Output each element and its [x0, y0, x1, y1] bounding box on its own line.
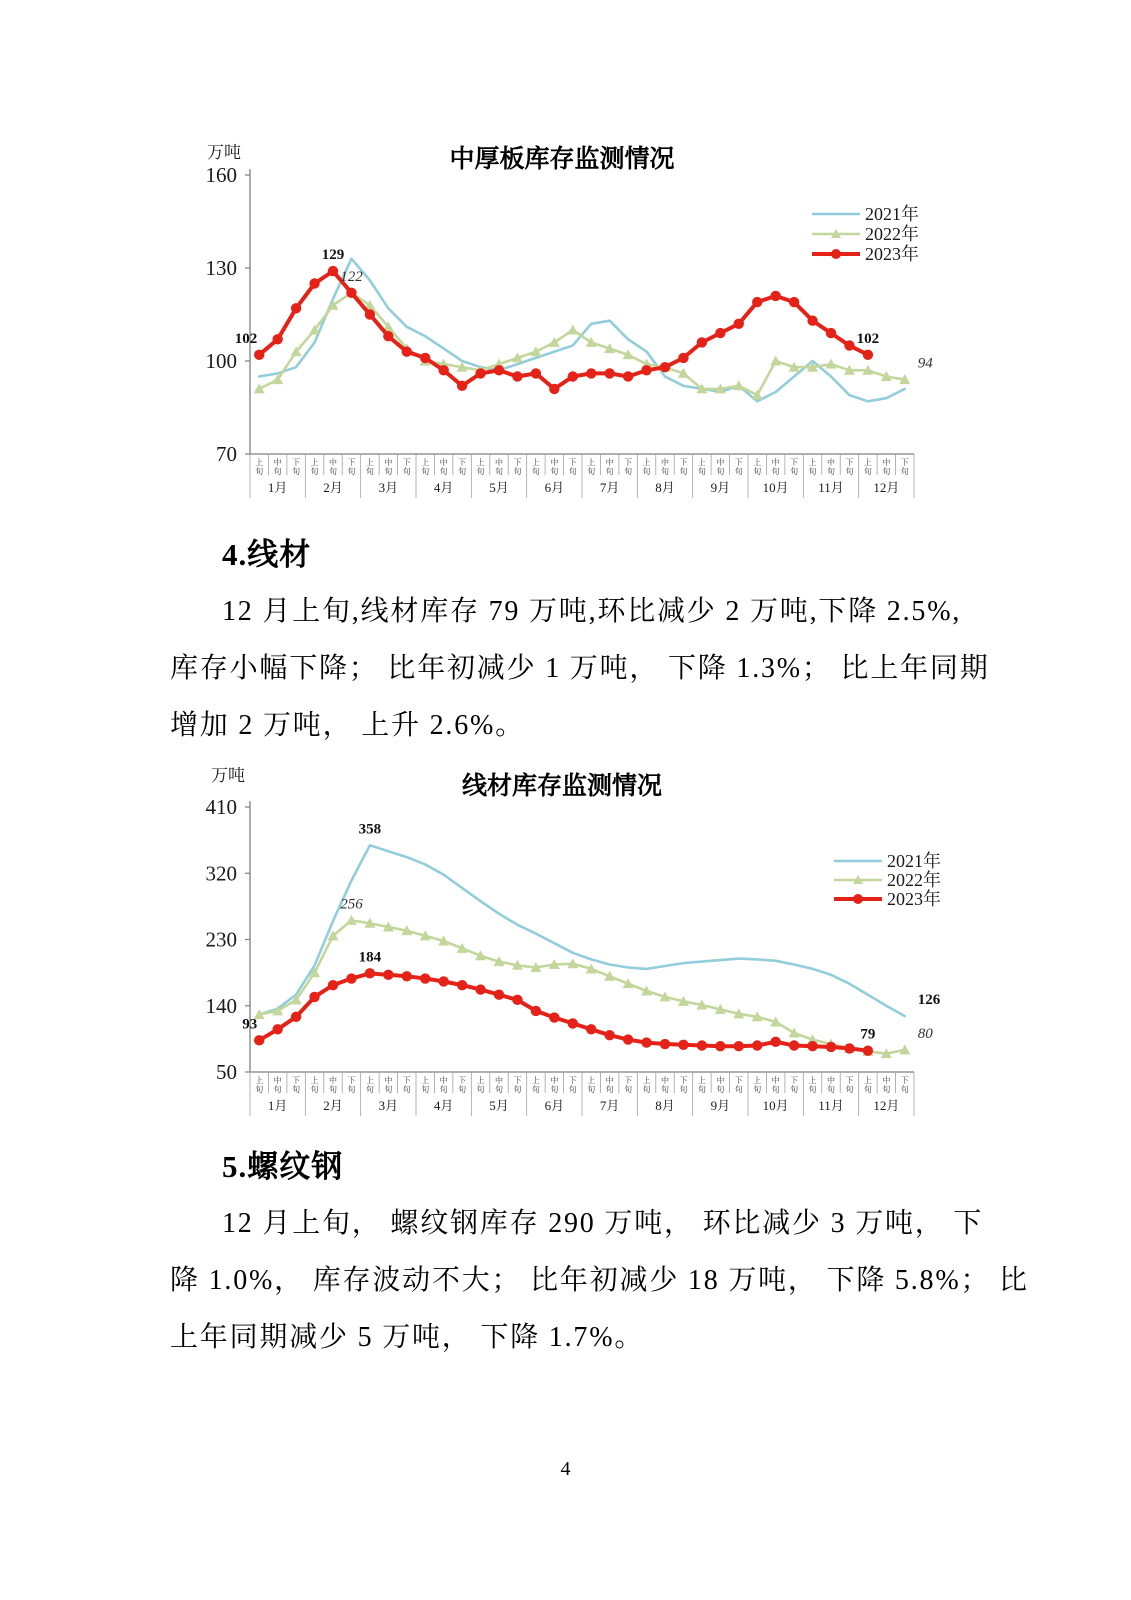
x-axis-grid	[250, 1072, 914, 1116]
svg-text:上旬: 上旬	[753, 1076, 762, 1094]
legend-item-2023年	[834, 888, 941, 909]
point-label: 102	[234, 330, 258, 347]
svg-text:上旬: 上旬	[421, 1076, 430, 1094]
svg-text:2月: 2月	[323, 1098, 343, 1113]
svg-text:中旬: 中旬	[273, 458, 282, 476]
point-label: 122	[340, 268, 363, 285]
svg-text:下旬: 下旬	[402, 1076, 411, 1094]
svg-text:中旬: 中旬	[605, 458, 614, 476]
svg-text:140: 140	[205, 993, 237, 1018]
svg-text:下旬: 下旬	[679, 458, 688, 476]
svg-text:12月: 12月	[873, 480, 900, 495]
svg-text:下旬: 下旬	[624, 458, 633, 476]
series-2023年	[254, 266, 873, 394]
svg-text:7月: 7月	[599, 1098, 620, 1113]
x-axis-grid	[250, 454, 914, 498]
point-label: 129	[321, 247, 345, 264]
svg-text:1月: 1月	[267, 1098, 288, 1113]
svg-text:160: 160	[205, 163, 237, 187]
svg-text:下旬: 下旬	[624, 1076, 633, 1094]
svg-text:上旬: 上旬	[365, 458, 374, 476]
svg-text:7月: 7月	[599, 480, 620, 495]
svg-text:中旬: 中旬	[827, 458, 835, 476]
svg-text:下旬: 下旬	[458, 458, 467, 476]
svg-text:中旬: 中旬	[605, 1076, 614, 1094]
svg-text:2023年: 2023年	[865, 244, 919, 264]
svg-text:中旬: 中旬	[273, 1076, 282, 1094]
point-label: 126	[917, 992, 941, 1009]
y-tick-labels	[206, 795, 251, 1084]
svg-text:下旬: 下旬	[790, 458, 799, 476]
svg-text:下旬: 下旬	[845, 458, 854, 476]
svg-text:上旬: 上旬	[697, 1076, 706, 1094]
svg-text:下旬: 下旬	[900, 1076, 909, 1094]
svg-text:中旬: 中旬	[384, 1076, 393, 1094]
svg-text:130: 130	[205, 256, 237, 280]
svg-text:11月: 11月	[818, 480, 844, 495]
paragraph-line: 12 月上旬， 螺纹钢库存 290 万吨， 环比减少 3 万吨， 下	[222, 1208, 984, 1239]
svg-text:下旬: 下旬	[513, 1076, 522, 1094]
point-label: 94	[917, 355, 933, 372]
svg-text:下旬: 下旬	[734, 458, 743, 476]
svg-text:9月: 9月	[710, 1098, 731, 1113]
svg-text:下旬: 下旬	[790, 1076, 799, 1094]
svg-text:上旬: 上旬	[863, 458, 872, 476]
svg-text:中旬: 中旬	[716, 458, 725, 476]
svg-text:上旬: 上旬	[531, 1076, 540, 1094]
svg-text:6月: 6月	[544, 480, 565, 495]
svg-text:2023年: 2023年	[887, 889, 941, 909]
y-tick-labels	[206, 163, 251, 466]
svg-text:9月: 9月	[710, 480, 731, 495]
series-2023年	[254, 968, 876, 1056]
point-label: 358	[358, 821, 382, 838]
svg-text:上旬: 上旬	[863, 1076, 872, 1094]
svg-text:410: 410	[205, 795, 237, 819]
svg-text:4月: 4月	[433, 1098, 454, 1113]
svg-text:上旬: 上旬	[531, 458, 540, 476]
svg-text:上旬: 上旬	[808, 458, 817, 476]
svg-text:中旬: 中旬	[439, 458, 448, 476]
section-heading-wire-rod: 4.线材	[222, 537, 312, 572]
svg-text:上旬: 上旬	[476, 1076, 485, 1094]
svg-text:下旬: 下旬	[734, 1076, 743, 1094]
svg-text:5月: 5月	[489, 480, 509, 495]
svg-text:下旬: 下旬	[458, 1076, 467, 1094]
svg-text:上旬: 上旬	[365, 1076, 374, 1094]
svg-text:230: 230	[205, 927, 237, 952]
svg-text:中旬: 中旬	[439, 1076, 448, 1094]
svg-text:上旬: 上旬	[808, 1076, 817, 1094]
point-label: 102	[856, 330, 880, 347]
svg-text:中旬: 中旬	[827, 1076, 835, 1094]
svg-text:下旬: 下旬	[292, 1076, 301, 1094]
svg-text:上旬: 上旬	[753, 458, 762, 476]
svg-text:2022年: 2022年	[887, 870, 941, 890]
svg-text:2月: 2月	[323, 480, 343, 495]
svg-text:12月: 12月	[873, 1098, 900, 1113]
series-2022年	[254, 287, 911, 399]
svg-text:3月: 3月	[378, 480, 399, 495]
svg-text:100: 100	[205, 349, 237, 373]
svg-text:10月: 10月	[762, 480, 789, 495]
svg-text:中旬: 中旬	[661, 1076, 669, 1094]
svg-text:2022年: 2022年	[865, 224, 919, 244]
svg-text:8月: 8月	[655, 480, 675, 495]
svg-text:下旬: 下旬	[292, 458, 301, 476]
chart-title: 线材库存监测情况	[461, 773, 663, 800]
paragraph-line: 上年同期减少 5 万吨， 下降 1.7%。	[170, 1322, 645, 1353]
svg-text:2021年: 2021年	[887, 851, 941, 871]
svg-text:下旬: 下旬	[568, 1076, 577, 1094]
svg-text:中旬: 中旬	[882, 1076, 891, 1094]
legend-item-2021年	[834, 850, 941, 871]
svg-text:上旬: 上旬	[642, 458, 651, 476]
svg-text:中旬: 中旬	[771, 1076, 780, 1094]
point-label: 80	[917, 1025, 933, 1042]
paragraph-line: 库存小幅下降； 比年初减少 1 万吨， 下降 1.3%； 比上年同期	[170, 653, 990, 684]
paragraph-line: 12 月上旬,线材库存 79 万吨,环比减少 2 万吨,下降 2.5%,	[222, 596, 962, 627]
svg-text:5月: 5月	[489, 1098, 509, 1113]
chart-wire-rod	[206, 766, 942, 1116]
svg-text:下旬: 下旬	[845, 1076, 854, 1094]
svg-text:70: 70	[216, 442, 237, 466]
legend-item-2021年	[812, 203, 919, 224]
legend-item-2022年	[834, 869, 941, 890]
svg-text:中旬: 中旬	[716, 1076, 725, 1094]
svg-text:上旬: 上旬	[310, 1076, 319, 1094]
svg-text:上旬: 上旬	[421, 458, 430, 476]
chart-legend	[812, 203, 919, 264]
series-2021年	[259, 845, 905, 1016]
svg-text:中旬: 中旬	[329, 1076, 337, 1094]
svg-text:中旬: 中旬	[661, 458, 669, 476]
legend-item-2023年	[812, 243, 919, 264]
svg-text:10月: 10月	[762, 1098, 789, 1113]
svg-text:下旬: 下旬	[347, 458, 356, 476]
series-2022年	[254, 915, 911, 1058]
svg-text:下旬: 下旬	[900, 458, 909, 476]
point-label: 93	[242, 1016, 258, 1033]
chart-medium-plate	[206, 143, 934, 498]
legend-item-2022年	[812, 223, 919, 244]
point-label: 79	[860, 1026, 876, 1043]
svg-text:中旬: 中旬	[550, 1076, 559, 1094]
paragraph-line: 降 1.0%， 库存波动不大； 比年初减少 18 万吨， 下降 5.8%； 比	[170, 1265, 1029, 1296]
svg-text:下旬: 下旬	[402, 458, 411, 476]
page-number: 4	[560, 1458, 571, 1480]
svg-text:上旬: 上旬	[587, 1076, 596, 1094]
svg-text:1月: 1月	[267, 480, 288, 495]
svg-text:中旬: 中旬	[495, 1076, 503, 1094]
svg-text:上旬: 上旬	[255, 1076, 264, 1094]
svg-text:上旬: 上旬	[310, 458, 319, 476]
svg-text:下旬: 下旬	[568, 458, 577, 476]
paragraph-line: 增加 2 万吨， 上升 2.6%。	[170, 710, 525, 741]
svg-text:中旬: 中旬	[384, 458, 393, 476]
axis-unit-label: 万吨	[211, 766, 245, 785]
svg-text:2021年: 2021年	[865, 204, 919, 224]
svg-text:下旬: 下旬	[679, 1076, 688, 1094]
svg-text:50: 50	[216, 1060, 237, 1084]
chart-legend	[834, 850, 941, 909]
point-label: 184	[358, 949, 382, 966]
svg-text:8月: 8月	[655, 1098, 675, 1113]
svg-text:下旬: 下旬	[347, 1076, 356, 1094]
section-heading-rebar: 5.螺纹钢	[222, 1149, 344, 1184]
svg-text:11月: 11月	[818, 1098, 844, 1113]
point-label: 256	[340, 896, 363, 913]
svg-text:上旬: 上旬	[697, 458, 706, 476]
svg-text:中旬: 中旬	[329, 458, 337, 476]
svg-text:上旬: 上旬	[476, 458, 485, 476]
svg-text:3月: 3月	[378, 1098, 399, 1113]
svg-text:4月: 4月	[433, 480, 454, 495]
axis-unit-label: 万吨	[207, 143, 241, 162]
svg-text:中旬: 中旬	[495, 458, 503, 476]
chart-title: 中厚板库存监测情况	[449, 146, 675, 173]
svg-text:上旬: 上旬	[587, 458, 596, 476]
svg-text:6月: 6月	[544, 1098, 565, 1113]
svg-text:320: 320	[205, 861, 237, 886]
svg-text:中旬: 中旬	[550, 458, 559, 476]
svg-text:下旬: 下旬	[513, 458, 522, 476]
svg-text:中旬: 中旬	[882, 458, 891, 476]
svg-text:上旬: 上旬	[642, 1076, 651, 1094]
svg-text:中旬: 中旬	[771, 458, 780, 476]
svg-text:上旬: 上旬	[255, 458, 264, 476]
